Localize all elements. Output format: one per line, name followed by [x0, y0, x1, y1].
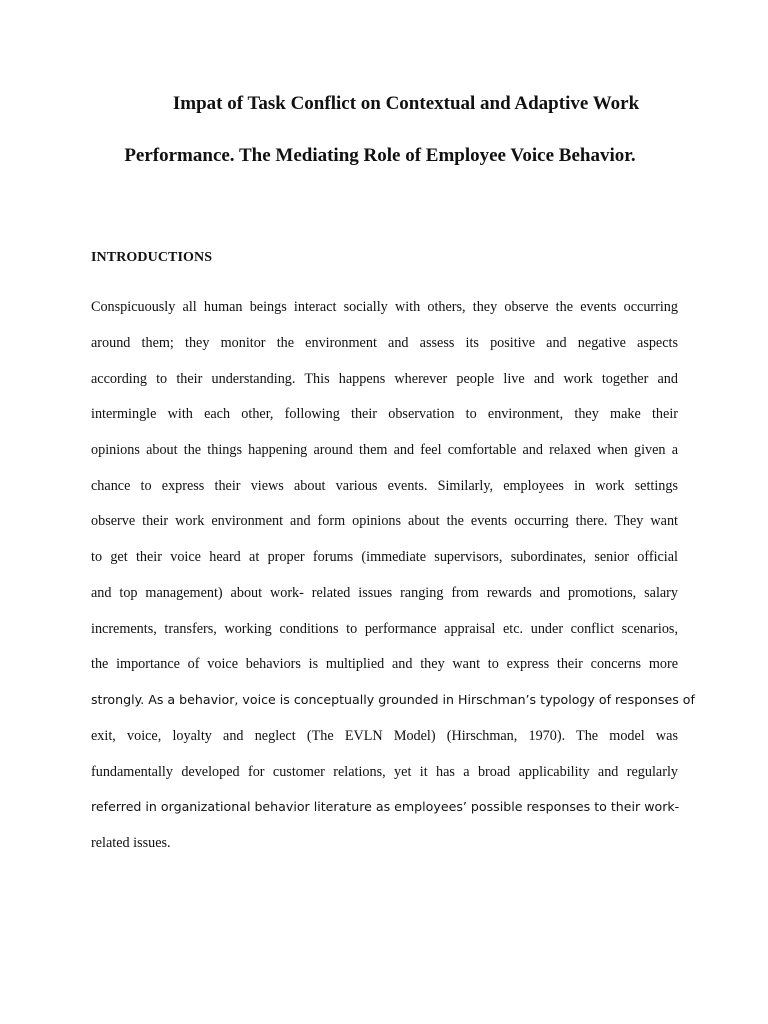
paragraph-line: exit, voice, loyalty and neglect (The EVLN Model) (Hirschman, 1970). The model was: [91, 728, 678, 744]
paragraph-line: the importance of voice behaviors is multiplied and they want to express their concerns more: [91, 656, 678, 672]
paragraph-line: Conspicuously all human beings interact socially with others, they observe the events occurring: [91, 299, 678, 315]
paragraph-line: fundamentally developed for customer relations, yet it has a broad applicability and regularly: [91, 764, 678, 780]
paragraph-line: around them; they monitor the environment and assess its positive and negative aspects: [91, 335, 678, 351]
paragraph-line: related issues.: [91, 835, 171, 851]
document-title-line-2: Performance. The Mediating Role of Employee Voice Behavior.: [124, 145, 636, 166]
paragraph-line: referred in organizational behavior literature as employees’ possible responses to their work-: [91, 799, 680, 814]
paragraph-line: opinions about the things happening around them and feel comfortable and relaxed when given a: [91, 442, 678, 458]
paragraph-line: to get their voice heard at proper forums (immediate supervisors, subordinates, senior official: [91, 549, 678, 565]
paragraph-line: chance to express their views about various events. Similarly, employees in work settings: [91, 478, 678, 494]
paragraph-line: intermingle with each other, following their observation to environment, they make their: [91, 406, 678, 422]
section-heading: INTRODUCTIONS: [91, 250, 213, 265]
paragraph-line: increments, transfers, working conditions to performance appraisal etc. under conflict scenarios,: [91, 621, 678, 637]
paragraph-line: according to their understanding. This happens wherever people live and work together and: [91, 371, 678, 387]
paragraph-line: observe their work environment and form opinions about the events occurring there. They want: [91, 513, 678, 529]
paragraph-line: strongly. As a behavior, voice is conceptually grounded in Hirschman’s typology of responses of: [91, 692, 695, 707]
paragraph-line: and top management) about work- related issues ranging from rewards and promotions, salary: [91, 585, 678, 601]
document-title-line-1: Impat of Task Conflict on Contextual and Adaptive Work: [172, 93, 640, 114]
